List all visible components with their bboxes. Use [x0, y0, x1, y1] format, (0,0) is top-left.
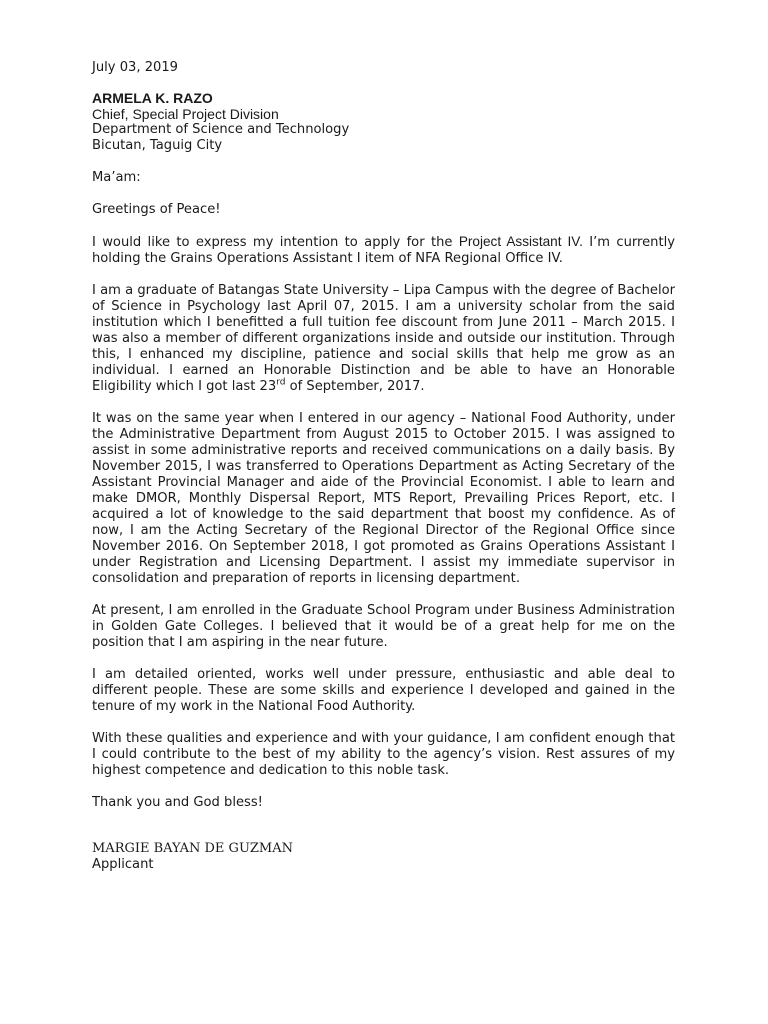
- paragraph-education: [92, 283, 675, 395]
- letter-date: July 03, 2019: [92, 60, 179, 75]
- education-text: I am a graduate of Batangas State University – Lipa Campus with the degree of Bachelor of Science in Psychology last April 07, 2015. I am a university scholar from the said institution which I benefitted a full tuition fee discount from June 2011 – March 2015. I was also a member of different organizations inside and outside our institution. Through this, I enhanced my discipline, patience and social skills that help me grow as an individual. I earned an Honorable Distinction and be able to have an Honorable Eligibility which I got last 23: [92, 283, 675, 394]
- signer-name: MARGIE BAYAN DE GUZMAN: [92, 841, 294, 856]
- recipient-title: Chief, Special Project Division: [92, 106, 279, 122]
- paragraph-graduate-school: At present, I am enrolled in the Graduate School Program under Business Administration in Golden Gate Colleges. I believed that it would be of a great help for me on the position that I am aspiring in the near future.: [92, 603, 675, 650]
- signer-role: Applicant: [92, 857, 154, 872]
- intent-text: I would like to express my intention to apply for the: [92, 235, 459, 250]
- recipient-name: ARMELA K. RAZO: [92, 90, 213, 106]
- recipient-block: [92, 90, 675, 154]
- intent-text-end: I’m currently holding the Grains Operations Assistant I item of NFA Regional Office IV.: [92, 235, 675, 266]
- education-text-end: of September, 2017.: [285, 379, 425, 394]
- paragraph-contribution: With these qualities and experience and with your guidance, I am confident enough that I could contribute to the best of my ability to the agency’s vision. Rest assures of my highest competence and dedication to this noble task.: [92, 731, 675, 778]
- recipient-address: Bicutan, Taguig City: [92, 138, 223, 153]
- ordinal-suffix: rd: [276, 377, 286, 388]
- paragraph-intent: [92, 234, 675, 267]
- salutation: Ma’am:: [92, 170, 141, 185]
- greeting: Greetings of Peace!: [92, 202, 221, 217]
- recipient-department: Department of Science and Technology: [92, 122, 350, 137]
- paragraph-skills: I am detailed oriented, works well under pressure, enthusiastic and able deal to different people. These are some skills and experience I developed and gained in the tenure of my work in the National Food Authority.: [92, 667, 675, 714]
- closing-line: Thank you and God bless!: [92, 795, 263, 810]
- paragraph-experience: It was on the same year when I entered in our agency – National Food Authority, under the Administrative Department from August 2015 to October 2015. I was assigned to assist in some administrative reports and received communications on a daily basis. By November 2015, I was transferred to Operations Department as Acting Secretary of the Assistant Provincial Manager and aide of the Provincial Economist. I able to learn and make DMOR, Monthly Dispersal Report, MTS Report, Prevailing Prices Report, etc. I acquired a lot of knowledge to the said department that boost my confidence. As of now, I am the Acting Secretary of the Regional Director of the Regional Office since November 2016. On September 2018, I got promoted as Grains Operations Assistant I under Registration and Licensing Department. I assist my immediate supervisor in consolidation and preparation of reports in licensing department.: [92, 411, 675, 586]
- letter-page: [92, 60, 675, 873]
- position-title: Project Assistant IV.: [458, 234, 583, 249]
